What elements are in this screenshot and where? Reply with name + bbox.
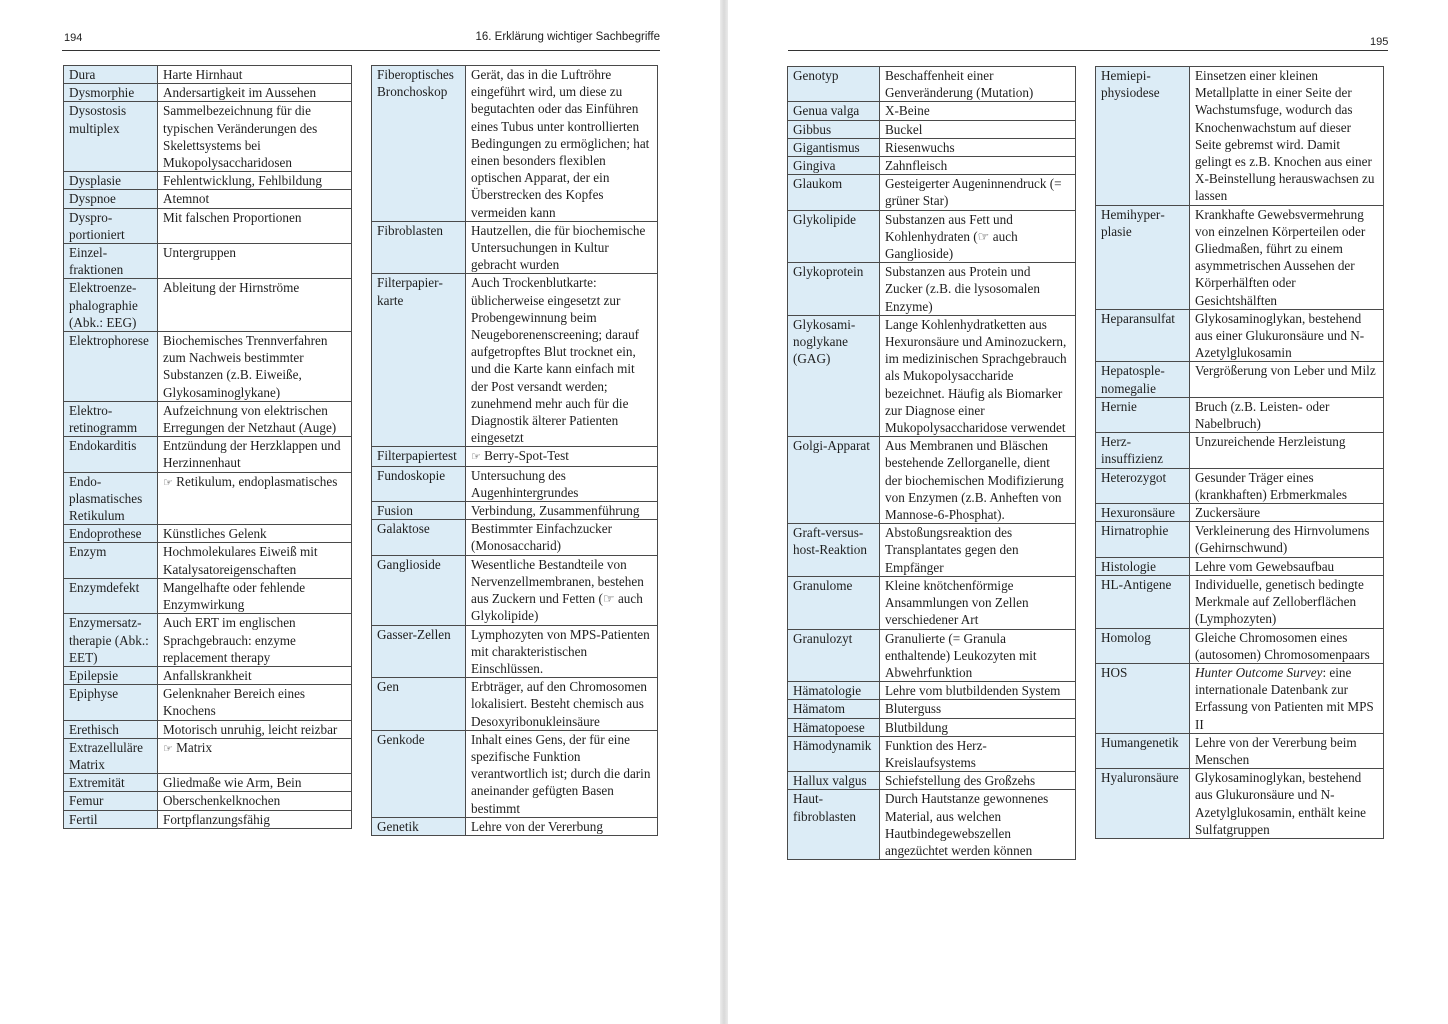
glossary-term: Elektrophorese	[64, 332, 158, 402]
glossary-row	[1096, 663, 1384, 733]
header-rule-left	[62, 50, 660, 51]
glossary-term: Epilepsie	[64, 666, 158, 684]
glossary-definition	[466, 447, 658, 466]
glossary-definition: Glykosaminoglykan, bestehend aus einer Glukuronsäure und N-Azetylglukosamin	[1190, 309, 1384, 362]
page-number-left: 194	[64, 32, 83, 44]
glossary-definition: Individuelle, genetisch bedingte Merkmale auf Zelloberflächen (Lymphozyten)	[1190, 575, 1384, 628]
glossary-row	[372, 66, 658, 222]
glossary-definition: Ableitung der Hirnströme	[158, 279, 352, 332]
glossary-row	[788, 772, 1076, 790]
glossary-row	[64, 190, 352, 208]
right-page	[728, 0, 1448, 1024]
left-page	[0, 0, 722, 1024]
glossary-definition: Vergrößerung von Leber und Milz	[1190, 362, 1384, 397]
glossary-term: Hämatologie	[788, 682, 880, 700]
glossary-term: Filterpapierkarte	[372, 274, 466, 447]
glossary-term: Enzymdefekt	[64, 578, 158, 613]
glossary-term: Enzym	[64, 543, 158, 578]
see-reference-icon: ☞	[471, 450, 481, 464]
see-reference-icon: ☞	[163, 475, 173, 489]
glossary-definition: Auch Trockenblutkarte: üblicherweise eingesetzt zur Probengewinnung beim Neugeborenenscreening; darauf aufgetropftes Blut trocknet ein, und die Karte kann einfach mit der Post versandt werden; zunehmend mehr auch für die Diagnostik älterer Patienten eingesetzt	[466, 274, 658, 447]
glossary-term: Gingiva	[788, 157, 880, 175]
glossary-definition: Schiefstellung des Großzehs	[880, 772, 1076, 790]
glossary-term: Hernie	[1096, 397, 1190, 432]
glossary-term: Femur	[64, 792, 158, 810]
glossary-term: Elektroenzephalographie (Abk.: EEG)	[64, 279, 158, 332]
glossary-definition: Biochemisches Trennverfahren zum Nachweis bestimmter Substanzen (z.B. Eiweiße, Glykosaminoglykane)	[158, 332, 352, 402]
glossary-term: Elektroretinogramm	[64, 401, 158, 436]
glossary-term: Heterozygot	[1096, 468, 1190, 503]
glossary-row	[64, 102, 352, 172]
header-rule-right	[788, 50, 1388, 51]
glossary-definition: Einsetzen einer kleinen Metallplatte in einer Seite der Wachstumsfuge, wodurch das Knochenwachstum auf dieser Seite gebremst wird. Damit gelingt es z.B. Knochen aus einer X-Beinstellung herauswachsen zu lassen	[1190, 67, 1384, 206]
glossary-row	[372, 274, 658, 447]
glossary-definition: Mangelhafte oder fehlende Enzymwirkung	[158, 578, 352, 613]
glossary-definition: Blutbildung	[880, 718, 1076, 736]
glossary-term: Genotyp	[788, 67, 880, 102]
glossary-definition: Bruch (z.B. Leisten- oder Nabelbruch)	[1190, 397, 1384, 432]
glossary-row	[788, 629, 1076, 682]
glossary-term: Dysmorphie	[64, 84, 158, 102]
glossary-row	[372, 502, 658, 520]
glossary-row	[1096, 397, 1384, 432]
glossary-term: Hämatopoese	[788, 718, 880, 736]
glossary-term: Fusion	[372, 502, 466, 520]
glossary-definition: Atemnot	[158, 190, 352, 208]
glossary-definition-text: Retikulum, endoplasmatisches	[176, 473, 338, 489]
glossary-definition: Bestimmter Einfachzucker (Monosaccharid)	[466, 520, 658, 555]
glossary-definition: Bluterguss	[880, 700, 1076, 718]
glossary-row	[788, 790, 1076, 860]
glossary-term: Glykoprotein	[788, 263, 880, 316]
glossary-row	[64, 543, 352, 578]
glossary-term: Hirnatrophie	[1096, 522, 1190, 557]
glossary-row	[788, 682, 1076, 700]
glossary-definition-text: Berry-Spot-Test	[484, 448, 569, 464]
glossary-term: Glykosaminoglykane (GAG)	[788, 315, 880, 436]
glossary-row	[788, 576, 1076, 629]
glossary-term: Erethisch	[64, 720, 158, 738]
glossary-definition: Lymphozyten von MPS-Patienten mit charakteristischen Einschlüssen.	[466, 625, 658, 678]
glossary-term: Fibroblasten	[372, 221, 466, 274]
glossary-term: Gen	[372, 678, 466, 731]
glossary-definition: Entzündung der Herzklappen und Herzinnenhaut	[158, 437, 352, 472]
glossary-row	[788, 524, 1076, 577]
glossary-term: Dysostosis multiplex	[64, 102, 158, 172]
glossary-table-right-col2	[1095, 66, 1384, 839]
glossary-row	[788, 67, 1076, 102]
glossary-row	[64, 84, 352, 102]
glossary-row	[64, 401, 352, 436]
glossary-term: HL-Antigene	[1096, 575, 1190, 628]
glossary-definition: Erbträger, auf den Chromosomen lokalisiert. Besteht chemisch aus Desoxyribonukleinsäure	[466, 678, 658, 731]
glossary-row	[1096, 309, 1384, 362]
glossary-row	[64, 437, 352, 472]
glossary-row	[788, 263, 1076, 316]
glossary-term: Gigantismus	[788, 138, 880, 156]
glossary-row	[64, 738, 352, 773]
glossary-term: Histologie	[1096, 557, 1190, 575]
glossary-row	[64, 810, 352, 828]
glossary-row	[64, 666, 352, 684]
glossary-term: Extrazelluläre Matrix	[64, 738, 158, 773]
glossary-definition: Durch Hautstanze gewonnenes Material, aus welchen Hautbindegewebszellen angezüchtet werden können	[880, 790, 1076, 860]
glossary-row	[372, 817, 658, 835]
glossary-row	[1096, 628, 1384, 663]
glossary-row	[1096, 557, 1384, 575]
glossary-definition: Hochmolekulares Eiweiß mit Katalysatoreigenschaften	[158, 543, 352, 578]
glossary-row	[788, 120, 1076, 138]
glossary-term: Filterpapiertest	[372, 447, 466, 466]
glossary-term: Hexuronsäure	[1096, 504, 1190, 522]
glossary-definition: Beschaffenheit einer Genveränderung (Mutation)	[880, 67, 1076, 102]
page-number-right: 195	[1370, 36, 1389, 48]
glossary-term: Hämodynamik	[788, 736, 880, 771]
glossary-term: Endokarditis	[64, 437, 158, 472]
glossary-term: Hepatosplenomegalie	[1096, 362, 1190, 397]
glossary-row	[788, 315, 1076, 436]
glossary-row	[1096, 504, 1384, 522]
glossary-term: Granulozyt	[788, 629, 880, 682]
glossary-row	[64, 244, 352, 279]
glossary-term: Epiphyse	[64, 685, 158, 720]
glossary-row	[64, 685, 352, 720]
glossary-row	[64, 614, 352, 667]
glossary-definition: Lehre von der Vererbung	[466, 817, 658, 835]
glossary-term: Graft-versus-host-Reaktion	[788, 524, 880, 577]
glossary-definition: Aufzeichnung von elektrischen Erregungen der Netzhaut (Auge)	[158, 401, 352, 436]
glossary-definition: Oberschenkelknochen	[158, 792, 352, 810]
glossary-row	[372, 625, 658, 678]
glossary-term: Genetik	[372, 817, 466, 835]
glossary-term: Hämatom	[788, 700, 880, 718]
glossary-row	[64, 66, 352, 84]
glossary-term: HOS	[1096, 663, 1190, 733]
glossary-definition: Wesentliche Bestandteile von Nervenzellmembranen, bestehen aus Zuckern und Fetten (☞ auch Glykolipide)	[466, 555, 658, 625]
glossary-row	[1096, 67, 1384, 206]
glossary-definition: Gesunder Träger eines (krankhaften) Erbmerkmales	[1190, 468, 1384, 503]
glossary-term: Genua valga	[788, 102, 880, 120]
glossary-term: Gibbus	[788, 120, 880, 138]
glossary-row	[788, 700, 1076, 718]
glossary-term: Granulome	[788, 576, 880, 629]
glossary-definition: Lehre vom Gewebsaufbau	[1190, 557, 1384, 575]
glossary-row	[1096, 522, 1384, 557]
glossary-definition: Krankhafte Gewebsvermehrung von einzelnen Körperteilen oder Gliedmaßen, führt zu einem asymmetrischen Aussehen der Körperhälften oder Gesichtshälften	[1190, 205, 1384, 309]
glossary-term: Hemihyperplasie	[1096, 205, 1190, 309]
glossary-row	[788, 175, 1076, 210]
glossary-table-left-col2	[371, 65, 658, 836]
glossary-row	[1096, 733, 1384, 768]
glossary-definition: Buckel	[880, 120, 1076, 138]
glossary-definition: Lange Kohlenhydratketten aus Hexuronsäure und Aminozuckern, im medizinischen Sprachgebrauch als Mukopolysaccharide bezeichnet. Häufig als Biomarker zur Diagnose einer Mukopolysaccharidose verwendet	[880, 315, 1076, 436]
glossary-term: Fiberoptisches Bronchoskop	[372, 66, 466, 222]
glossary-definition: Lehre von der Vererbung beim Menschen	[1190, 733, 1384, 768]
glossary-definition: Motorisch unruhig, leicht reizbar	[158, 720, 352, 738]
glossary-term: Einzelfraktionen	[64, 244, 158, 279]
glossary-term: Heparansulfat	[1096, 309, 1190, 362]
glossary-definition: Zahnfleisch	[880, 157, 1076, 175]
glossary-definition: Zuckersäure	[1190, 504, 1384, 522]
glossary-definition: Gelenknaher Bereich eines Knochens	[158, 685, 352, 720]
glossary-term: Extremität	[64, 774, 158, 792]
glossary-definition: Gerät, das in die Luftröhre eingeführt wird, um diese zu begutachten oder das Einführen eines Tubus unter kontrollierten Bedingungen zu ermöglichen; hat einen besonders flexiblen optischen Apparat, der ein Überstrecken des Kopfes vermeiden kann	[466, 66, 658, 222]
glossary-definition: Kleine knötchenförmige Ansammlungen von Zellen verschiedener Art	[880, 576, 1076, 629]
glossary-definition: Riesenwuchs	[880, 138, 1076, 156]
glossary-definition: Künstliches Gelenk	[158, 525, 352, 543]
glossary-row	[788, 157, 1076, 175]
glossary-definition: Hautzellen, die für biochemische Untersuchungen in Kultur gebracht wurden	[466, 221, 658, 274]
glossary-term: Dysplasie	[64, 172, 158, 190]
glossary-definition: Anfallskrankheit	[158, 666, 352, 684]
glossary-term: Glaukom	[788, 175, 880, 210]
glossary-definition: Gesteigerter Augeninnendruck (= grüner Star)	[880, 175, 1076, 210]
glossary-row	[788, 736, 1076, 771]
glossary-term: Hautfibroblasten	[788, 790, 880, 860]
glossary-term: Enzymersatztherapie (Abk.: EET)	[64, 614, 158, 667]
glossary-row	[1096, 433, 1384, 468]
glossary-row	[1096, 362, 1384, 397]
glossary-definition: Substanzen aus Fett und Kohlenhydraten (☞ auch Ganglioside)	[880, 210, 1076, 263]
glossary-definition: Funktion des Herz-Kreislaufsystems	[880, 736, 1076, 771]
glossary-definition-text: Matrix	[176, 739, 213, 755]
glossary-row	[1096, 468, 1384, 503]
glossary-definition: Verbindung, Zusammenführung	[466, 502, 658, 520]
glossary-table-right-col1	[787, 66, 1076, 860]
glossary-row	[64, 774, 352, 792]
see-reference-icon: ☞	[163, 741, 173, 755]
glossary-row	[372, 447, 658, 466]
glossary-term: Ganglioside	[372, 555, 466, 625]
glossary-row	[64, 525, 352, 543]
glossary-row	[64, 792, 352, 810]
glossary-definition: X-Beine	[880, 102, 1076, 120]
glossary-definition: Lehre vom blutbildenden System	[880, 682, 1076, 700]
glossary-term: Humangenetik	[1096, 733, 1190, 768]
italic-term: Hunter Outcome Survey	[1195, 664, 1323, 680]
glossary-definition: Unzureichende Herzleistung	[1190, 433, 1384, 468]
glossary-term: Hyaluronsäure	[1096, 769, 1190, 839]
glossary-row	[1096, 769, 1384, 839]
glossary-row	[372, 466, 658, 501]
glossary-row	[788, 102, 1076, 120]
glossary-row	[372, 221, 658, 274]
glossary-row	[64, 279, 352, 332]
glossary-term: Galaktose	[372, 520, 466, 555]
glossary-term: Gasser-Zellen	[372, 625, 466, 678]
glossary-term: Dura	[64, 66, 158, 84]
glossary-row	[64, 578, 352, 613]
glossary-term: Endoplasmatisches Retikulum	[64, 472, 158, 525]
glossary-definition: Inhalt eines Gens, der für eine spezifische Funktion verantwortlich ist; durch die darin aneinander gefügten Basen bestimmt	[466, 730, 658, 817]
glossary-row	[372, 678, 658, 731]
glossary-definition: Abstoßungsreaktion des Transplantates gegen den Empfänger	[880, 524, 1076, 577]
glossary-row	[372, 555, 658, 625]
glossary-definition: Hunter Outcome Survey: eine internationale Datenbank zur Erfassung von Patienten mit MPS II	[1190, 663, 1384, 733]
glossary-term: Hallux valgus	[788, 772, 880, 790]
glossary-row	[64, 172, 352, 190]
glossary-definition: Auch ERT im englischen Sprachgebrauch: enzyme replacement therapy	[158, 614, 352, 667]
glossary-row	[64, 720, 352, 738]
glossary-row	[788, 210, 1076, 263]
glossary-term: Dysproportioniert	[64, 208, 158, 243]
glossary-row	[1096, 205, 1384, 309]
glossary-definition: Untersuchung des Augenhintergrundes	[466, 466, 658, 501]
glossary-table-left-col1	[63, 65, 352, 829]
glossary-definition: Aus Membranen und Bläschen bestehende Zellorganelle, dient der biochemischen Modifizierung von Enzymen (z.B. Anheften von Mannose-6-Phosphat).	[880, 437, 1076, 524]
glossary-row	[1096, 575, 1384, 628]
glossary-definition: Gliedmaße wie Arm, Bein	[158, 774, 352, 792]
glossary-definition: Sammelbezeichnung für die typischen Veränderungen des Skelettsystems bei Mukopolysaccharidosen	[158, 102, 352, 172]
glossary-term: Herzinsuffizienz	[1096, 433, 1190, 468]
glossary-definition: Glykosaminoglykan, bestehend aus Glukuronsäure und N-Azetylglukosamin, enthält keine Sulfatgruppen	[1190, 769, 1384, 839]
glossary-term: Homolog	[1096, 628, 1190, 663]
glossary-definition: Fehlentwicklung, Fehlbildung	[158, 172, 352, 190]
glossary-row	[372, 520, 658, 555]
glossary-row	[788, 138, 1076, 156]
glossary-term: Dyspnoe	[64, 190, 158, 208]
glossary-definition: Mit falschen Proportionen	[158, 208, 352, 243]
glossary-row	[64, 472, 352, 525]
glossary-definition: Harte Hirnhaut	[158, 66, 352, 84]
glossary-row	[64, 208, 352, 243]
glossary-term: Fertil	[64, 810, 158, 828]
glossary-definition: Granulierte (= Granula enthaltende) Leukozyten mit Abwehrfunktion	[880, 629, 1076, 682]
running-head: 16. Erklärung wichtiger Sachbegriffe	[475, 31, 660, 43]
glossary-definition	[158, 472, 352, 525]
glossary-row	[372, 730, 658, 817]
glossary-row	[788, 437, 1076, 524]
glossary-term: Endoprothese	[64, 525, 158, 543]
glossary-row	[788, 718, 1076, 736]
glossary-term: Fundoskopie	[372, 466, 466, 501]
glossary-definition: Untergruppen	[158, 244, 352, 279]
glossary-term: Hemiepiphysiodese	[1096, 67, 1190, 206]
glossary-term: Genkode	[372, 730, 466, 817]
glossary-definition: Fortpflanzungsfähig	[158, 810, 352, 828]
glossary-definition: Gleiche Chromosomen eines (autosomen) Chromosomenpaars	[1190, 628, 1384, 663]
glossary-definition: Andersartigkeit im Aussehen	[158, 84, 352, 102]
glossary-term: Glykolipide	[788, 210, 880, 263]
glossary-row	[64, 332, 352, 402]
glossary-term: Golgi-Apparat	[788, 437, 880, 524]
glossary-definition	[158, 738, 352, 773]
glossary-definition: Verkleinerung des Hirnvolumens (Gehirnschwund)	[1190, 522, 1384, 557]
glossary-definition: Substanzen aus Protein und Zucker (z.B. die lysosomalen Enzyme)	[880, 263, 1076, 316]
